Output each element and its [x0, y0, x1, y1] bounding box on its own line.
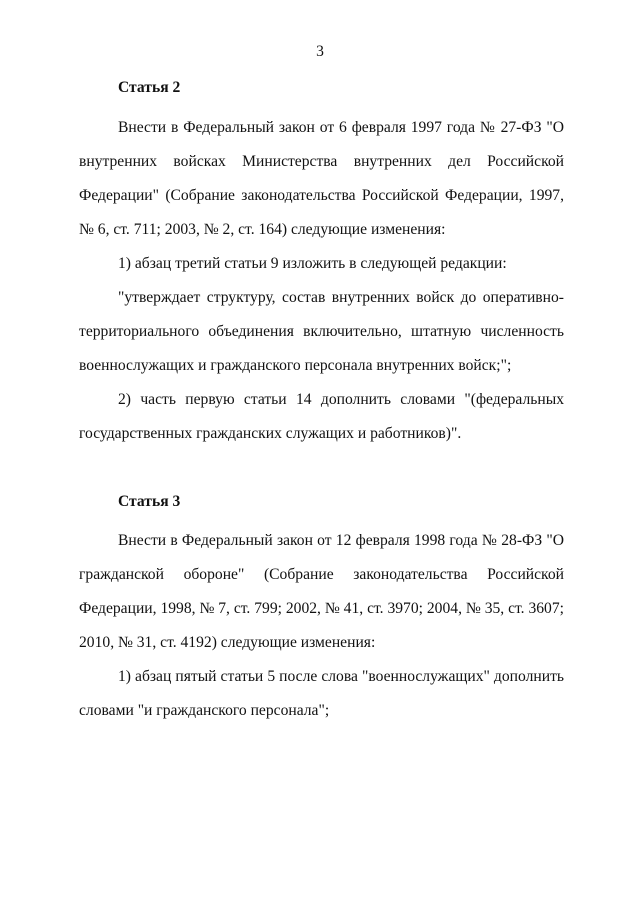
article-2-intro: Внести в Федеральный закон от 6 февраля 1997 года № 27-ФЗ "О внутренних войсках Министерства внутренних дел Российской Федерации" (Собрание законодательства Российской Федерации, 1997, № 6, ст. 711; 2003, № 2, ст. 164) следующие изменения: [79, 119, 564, 238]
page-number: 3 [316, 43, 324, 60]
article-2-quote: "утверждает структуру, состав внутренних войск до оперативно-территориального объединения включительно, штатную численность военнослужащих и гражданского персонала внутренних войск;"; [79, 289, 564, 374]
article-2-item-1: 1) абзац третий статьи 9 изложить в следующей редакции: [118, 255, 507, 272]
article-2-heading: Статья 2 [118, 79, 181, 96]
article-3-heading: Статья 3 [118, 493, 181, 510]
article-3-intro: Внести в Федеральный закон от 12 февраля 1998 года № 28-ФЗ "О гражданской обороне" (Собрание законодательства Российской Федерации, 1998, № 7, ст. 799; 2002, № 41, ст. 3970; 2004, № 35, ст. 3607; 2010, № 31, ст. 4192) следующие изменения: [79, 532, 564, 651]
article-2-item-2: 2) часть первую статьи 14 дополнить словами "(федеральных государственных гражданских служащих и работников)". [79, 391, 564, 442]
article-3-item-1: 1) абзац пятый статьи 5 после слова "военнослужащих" дополнить словами "и гражданского персонала"; [79, 668, 564, 719]
